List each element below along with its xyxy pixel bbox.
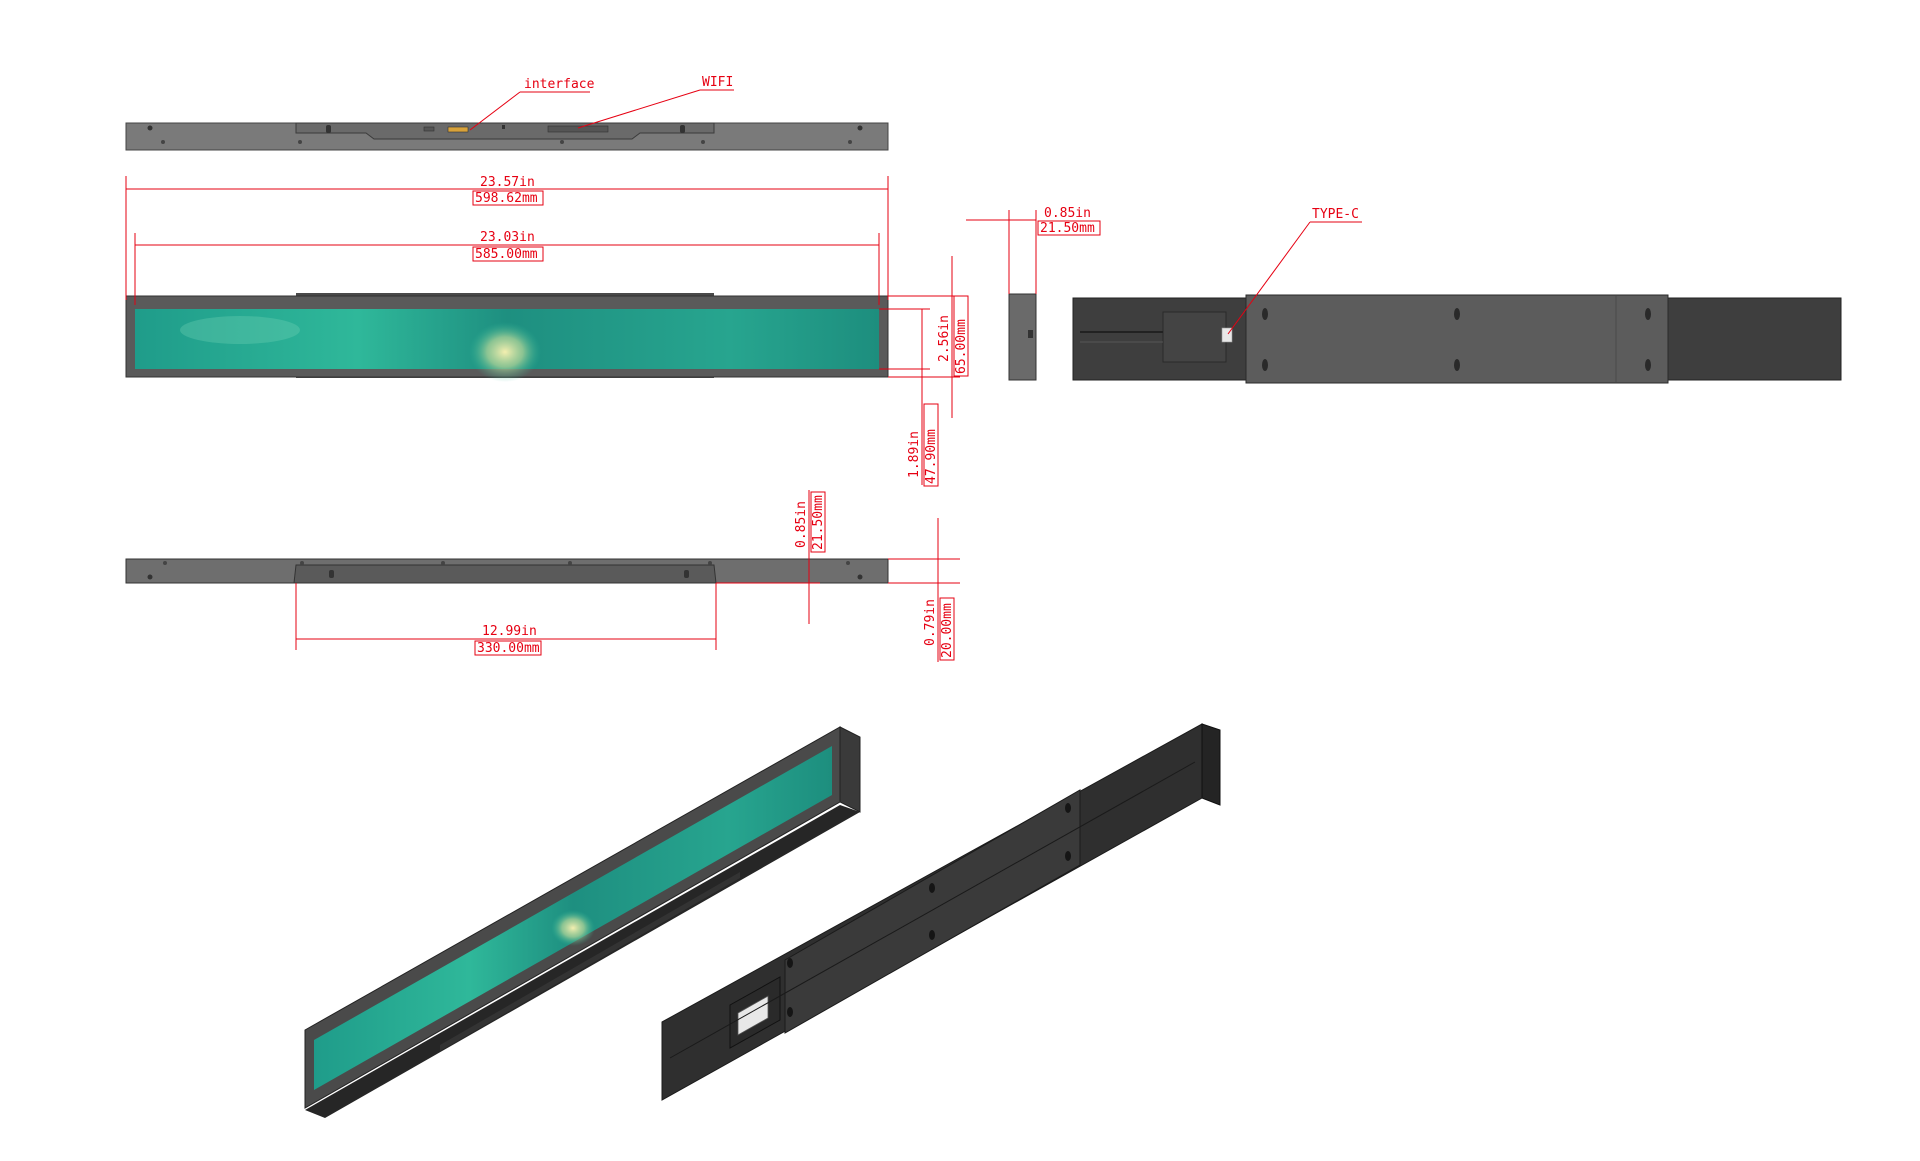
wifi-label: WIFI <box>702 75 734 90</box>
bottom-mount-plate <box>294 565 716 583</box>
usb-port <box>424 127 434 131</box>
wifi-callout <box>578 75 734 128</box>
isometric-front-view <box>305 727 860 1118</box>
iso-rear-screw <box>929 883 935 893</box>
active-height-mm: 47.90mm <box>924 429 939 484</box>
screw-hole <box>848 140 852 144</box>
bottom-depth-inch: 0.85in <box>794 501 809 548</box>
screen-glow <box>180 316 300 344</box>
screw-hole <box>701 140 705 144</box>
interface-label: interface <box>524 77 595 92</box>
screw-hole <box>708 561 712 565</box>
screw-hole <box>858 575 863 580</box>
slot-hole <box>680 125 685 133</box>
bottom-view <box>126 559 888 583</box>
screw-hole <box>148 126 153 131</box>
screw-hole <box>441 561 445 565</box>
iso-rear-screw <box>787 958 793 968</box>
active-width-mm: 585.00mm <box>475 247 538 262</box>
side-depth-inch: 0.85in <box>1044 206 1091 221</box>
side-port <box>1028 330 1033 338</box>
screw-hole <box>163 561 167 565</box>
mount-depth-dimension <box>888 518 960 662</box>
rear-screw-hole <box>1454 308 1460 320</box>
screw-hole <box>858 126 863 131</box>
type-c-label: TYPE-C <box>1312 207 1359 222</box>
screw-hole <box>846 561 850 565</box>
iso-rear-screw <box>1065 803 1071 813</box>
rear-screw-hole <box>1645 308 1651 320</box>
rear-bracket <box>1163 312 1226 362</box>
rear-view <box>1073 295 1841 383</box>
mount-depth-mm: 20.00mm <box>940 603 955 658</box>
screen-glow <box>469 322 541 382</box>
overall-width-inch: 23.57in <box>480 175 535 190</box>
slot-hole <box>502 125 505 129</box>
rear-screw-hole <box>1262 308 1268 320</box>
height-dimension <box>888 256 969 418</box>
interface-port <box>448 127 468 132</box>
bottom-depth-mm: 21.50mm <box>811 495 826 550</box>
mount-width-dimension <box>296 583 716 656</box>
iso-rear-screw <box>787 1007 793 1017</box>
iso-screen-glow <box>551 910 595 946</box>
height-inch: 2.56in <box>937 315 952 362</box>
iso-front-edge <box>840 727 860 812</box>
mount-width-inch: 12.99in <box>482 624 537 639</box>
slot-hole <box>326 125 331 133</box>
wifi-module <box>548 126 608 132</box>
iso-rear-screw <box>1065 851 1071 861</box>
iso-rear-screw <box>929 930 935 940</box>
top-view <box>126 123 888 150</box>
interface-callout <box>470 77 595 130</box>
screw-hole <box>560 140 564 144</box>
slot-hole <box>329 570 334 578</box>
screw-hole <box>298 140 302 144</box>
rear-screw-hole <box>1454 359 1460 371</box>
height-mm: 65.00mm <box>954 319 969 374</box>
front-view <box>126 293 888 382</box>
rear-screw-hole <box>1262 359 1268 371</box>
rear-screw-hole <box>1645 359 1651 371</box>
iso-rear-end <box>1202 724 1220 805</box>
slot-hole <box>684 570 689 578</box>
overall-width-mm: 598.62mm <box>475 191 538 206</box>
screw-hole <box>300 561 304 565</box>
active-width-inch: 23.03in <box>480 230 535 245</box>
screw-hole <box>161 140 165 144</box>
screw-hole <box>148 575 153 580</box>
mount-width-mm: 330.00mm <box>477 641 540 656</box>
mount-depth-inch: 0.79in <box>923 599 938 646</box>
side-depth-mm: 21.50mm <box>1040 221 1095 236</box>
screw-hole <box>568 561 572 565</box>
bottom-depth-dimension <box>716 490 826 624</box>
active-height-inch: 1.89in <box>907 431 922 478</box>
